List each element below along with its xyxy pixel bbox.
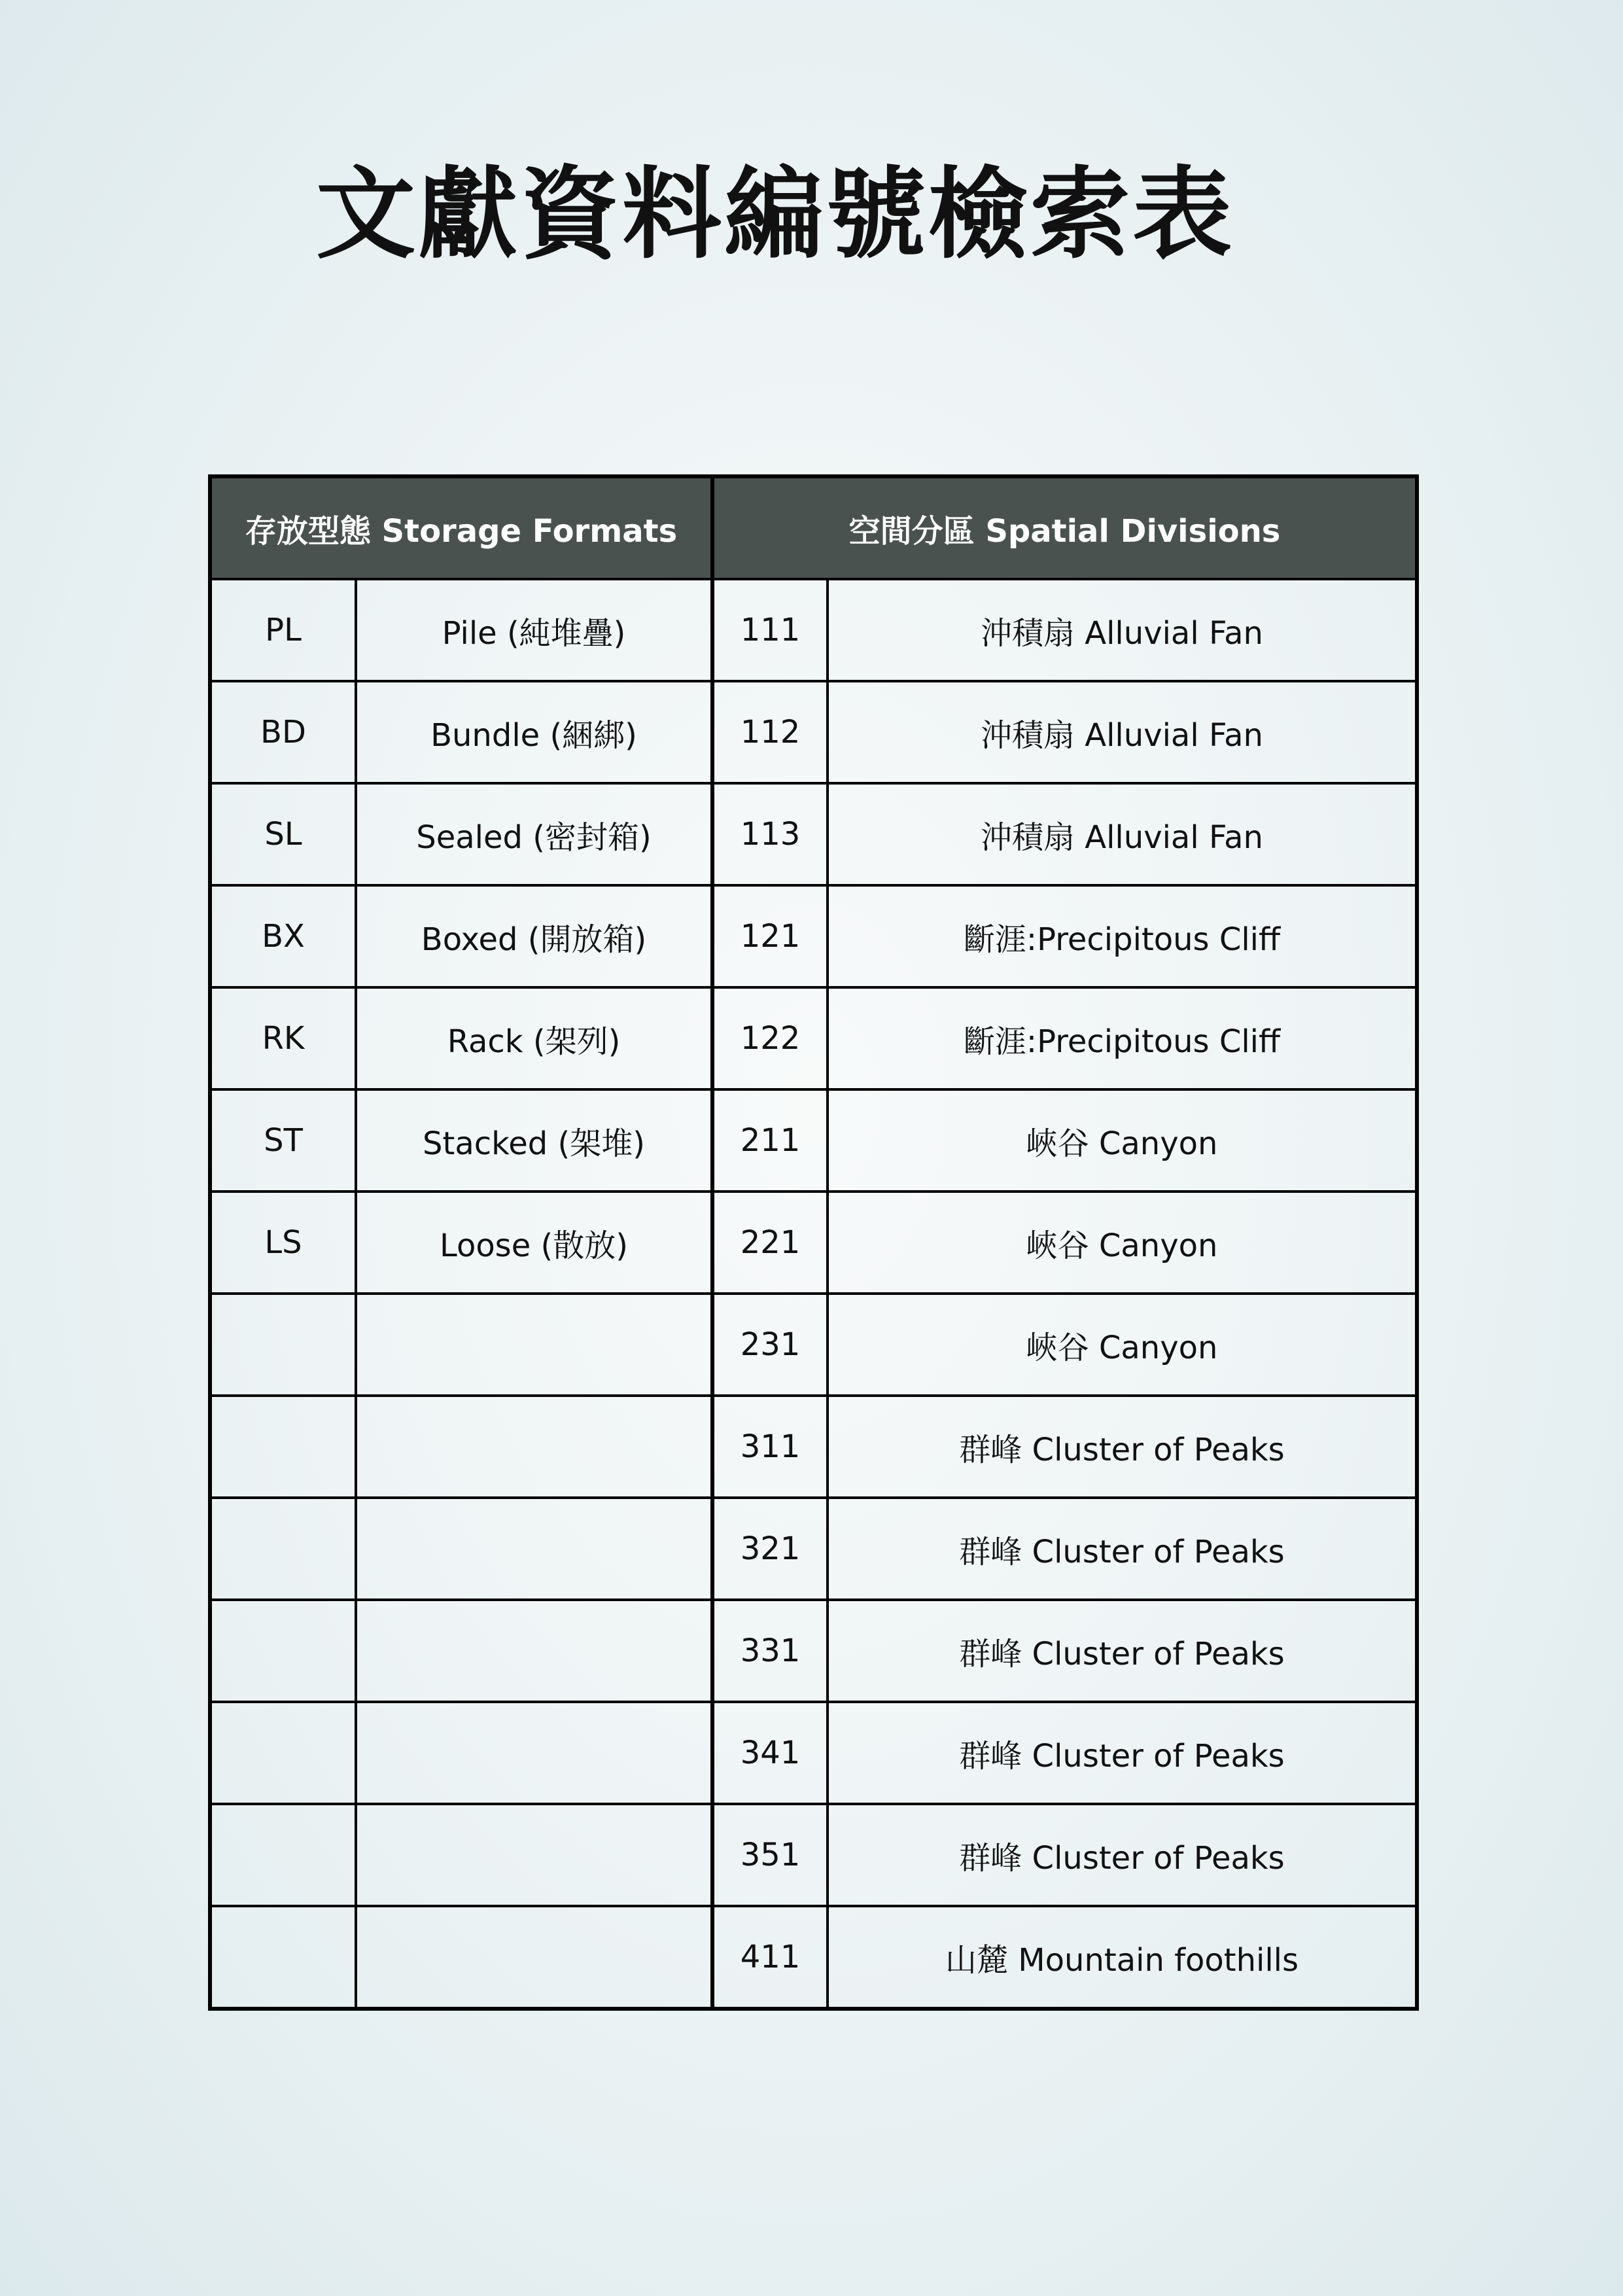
storage-format-cell: Sealed (密封箱): [356, 783, 712, 885]
division-name-cell: 沖積扇 Alluvial Fan: [828, 579, 1417, 681]
division-number-cell: 211: [712, 1089, 828, 1192]
division-number-cell: 321: [712, 1498, 828, 1600]
storage-code-cell: RK: [210, 987, 356, 1089]
table-row: [210, 885, 1417, 987]
division-name-cell: 斷涯:Precipitous Cliff: [828, 885, 1417, 987]
table-row: [210, 1906, 1417, 2009]
division-number-cell: 311: [712, 1396, 828, 1498]
storage-format-cell: Loose (散放): [356, 1192, 712, 1294]
table-row: [210, 1089, 1417, 1192]
division-name-cell: 山麓 Mountain foothills: [828, 1906, 1417, 2009]
division-name-cell: 斷涯:Precipitous Cliff: [828, 987, 1417, 1089]
division-name-cell: 沖積扇 Alluvial Fan: [828, 681, 1417, 783]
division-name-cell: 沖積扇 Alluvial Fan: [828, 783, 1417, 885]
table-row: [210, 1600, 1417, 1702]
division-number-cell: 231: [712, 1294, 828, 1396]
division-number-cell: 113: [712, 783, 828, 885]
table-body: [210, 579, 1417, 2009]
storage-code-cell: [210, 1396, 356, 1498]
storage-code-cell: PL: [210, 579, 356, 681]
storage-format-cell: Stacked (架堆): [356, 1089, 712, 1192]
storage-format-cell: [356, 1804, 712, 1906]
storage-code-cell: [210, 1804, 356, 1906]
table-row: [210, 783, 1417, 885]
storage-format-cell: [356, 1396, 712, 1498]
storage-code-cell: [210, 1498, 356, 1600]
spatial-divisions-header: 空間分區 Spatial Divisions: [712, 476, 1417, 579]
storage-format-cell: [356, 1702, 712, 1804]
table-row: [210, 579, 1417, 681]
storage-format-cell: Rack (架列): [356, 987, 712, 1089]
index-table: [208, 474, 1419, 2011]
table-row: [210, 1396, 1417, 1498]
page-title: 文獻資料編號檢索表: [316, 156, 1234, 272]
table-row: [210, 1702, 1417, 1804]
storage-format-cell: [356, 1294, 712, 1396]
table-row: [210, 987, 1417, 1089]
storage-code-cell: [210, 1702, 356, 1804]
division-name-cell: 群峰 Cluster of Peaks: [828, 1396, 1417, 1498]
division-number-cell: 351: [712, 1804, 828, 1906]
storage-code-cell: ST: [210, 1089, 356, 1192]
storage-format-cell: Bundle (綑綁): [356, 681, 712, 783]
division-number-cell: 111: [712, 579, 828, 681]
storage-code-cell: SL: [210, 783, 356, 885]
storage-code-cell: BX: [210, 885, 356, 987]
division-name-cell: 群峰 Cluster of Peaks: [828, 1498, 1417, 1600]
storage-format-cell: Boxed (開放箱): [356, 885, 712, 987]
division-name-cell: 峽谷 Canyon: [828, 1089, 1417, 1192]
storage-code-cell: [210, 1906, 356, 2009]
table-row: [210, 681, 1417, 783]
storage-code-cell: LS: [210, 1192, 356, 1294]
division-number-cell: 122: [712, 987, 828, 1089]
division-name-cell: 群峰 Cluster of Peaks: [828, 1804, 1417, 1906]
storage-format-cell: [356, 1498, 712, 1600]
table-row: [210, 1498, 1417, 1600]
table-row: [210, 1192, 1417, 1294]
division-number-cell: 121: [712, 885, 828, 987]
storage-code-cell: [210, 1600, 356, 1702]
storage-code-cell: BD: [210, 681, 356, 783]
storage-formats-header: 存放型態 Storage Formats: [210, 476, 712, 579]
storage-format-cell: [356, 1906, 712, 2009]
division-number-cell: 411: [712, 1906, 828, 2009]
division-name-cell: 峽谷 Canyon: [828, 1192, 1417, 1294]
division-number-cell: 331: [712, 1600, 828, 1702]
division-name-cell: 群峰 Cluster of Peaks: [828, 1600, 1417, 1702]
division-number-cell: 221: [712, 1192, 828, 1294]
division-name-cell: 峽谷 Canyon: [828, 1294, 1417, 1396]
division-number-cell: 341: [712, 1702, 828, 1804]
table-row: [210, 1804, 1417, 1906]
storage-format-cell: [356, 1600, 712, 1702]
division-number-cell: 112: [712, 681, 828, 783]
storage-format-cell: Pile (純堆疊): [356, 579, 712, 681]
division-name-cell: 群峰 Cluster of Peaks: [828, 1702, 1417, 1804]
table-header-row: [210, 476, 1417, 579]
storage-code-cell: [210, 1294, 356, 1396]
table-row: [210, 1294, 1417, 1396]
